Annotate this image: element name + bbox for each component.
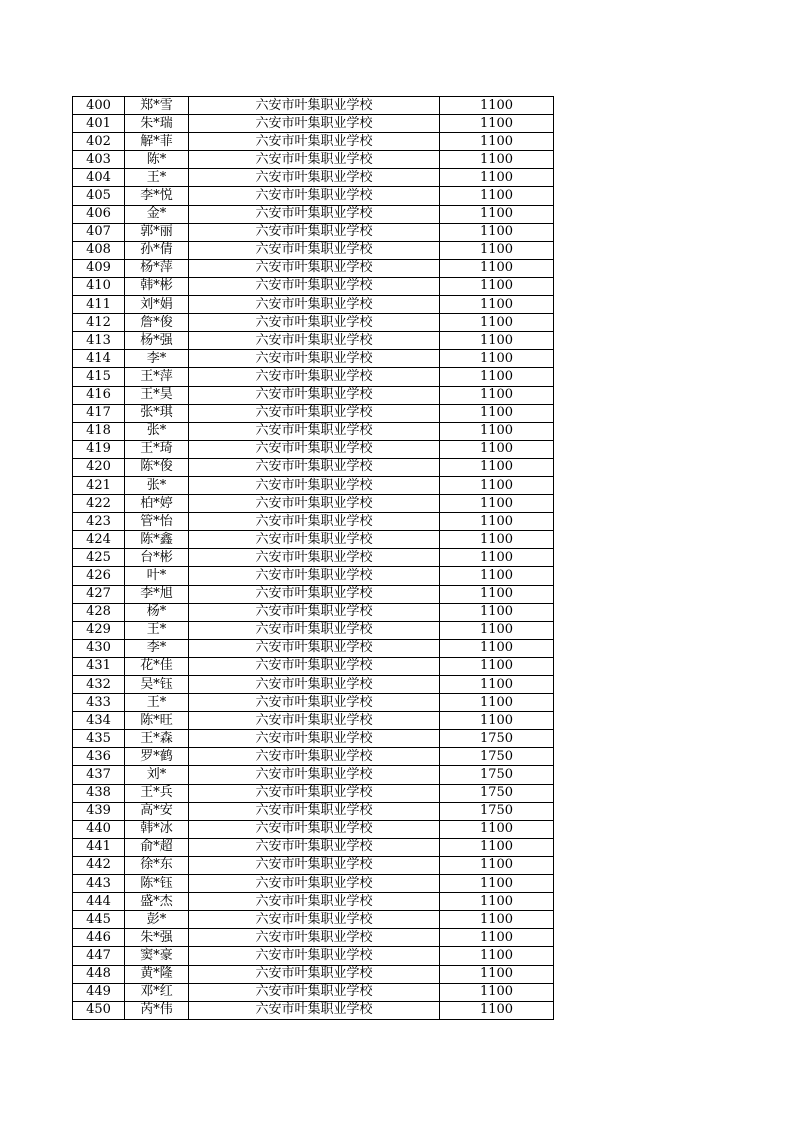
table-row [73,621,554,639]
student-name-cell: 徐*东 [125,856,189,874]
student-name-cell: 黄*隆 [125,965,189,983]
table-row [73,838,554,856]
amount-cell: 1100 [440,676,554,694]
table-row [73,259,554,277]
student-name-cell: 李* [125,350,189,368]
table-row [73,893,554,911]
table-row [73,386,554,404]
table-row [73,422,554,440]
table-row [73,187,554,205]
row-number-cell: 405 [73,187,125,205]
table-row [73,983,554,1001]
row-number-cell: 449 [73,983,125,1001]
school-name-cell: 六安市叶集职业学校 [189,169,440,187]
student-name-cell: 俞*超 [125,838,189,856]
row-number-cell: 442 [73,856,125,874]
row-number-cell: 400 [73,97,125,115]
student-name-cell: 詹*俊 [125,314,189,332]
student-name-cell: 王*森 [125,730,189,748]
school-name-cell: 六安市叶集职业学校 [189,694,440,712]
amount-cell: 1100 [440,983,554,1001]
student-name-cell: 朱*强 [125,929,189,947]
student-name-cell: 李* [125,639,189,657]
student-name-cell: 张* [125,422,189,440]
amount-cell: 1100 [440,947,554,965]
amount-cell: 1100 [440,893,554,911]
row-number-cell: 410 [73,277,125,295]
row-number-cell: 429 [73,621,125,639]
row-number-cell: 418 [73,422,125,440]
table-row [73,730,554,748]
school-name-cell: 六安市叶集职业学校 [189,712,440,730]
school-name-cell: 六安市叶集职业学校 [189,458,440,476]
school-name-cell: 六安市叶集职业学校 [189,241,440,259]
amount-cell: 1750 [440,784,554,802]
row-number-cell: 413 [73,332,125,350]
table-row [73,368,554,386]
school-name-cell: 六安市叶集职业学校 [189,350,440,368]
student-name-cell: 王* [125,694,189,712]
school-name-cell: 六安市叶集职业学校 [189,97,440,115]
row-number-cell: 447 [73,947,125,965]
student-name-cell: 花*佳 [125,657,189,675]
student-name-cell: 陈*俊 [125,458,189,476]
student-name-cell: 王* [125,621,189,639]
table-row [73,223,554,241]
amount-cell: 1100 [440,458,554,476]
amount-cell: 1100 [440,97,554,115]
school-name-cell: 六安市叶集职业学校 [189,657,440,675]
table-row [73,802,554,820]
school-name-cell: 六安市叶集职业学校 [189,223,440,241]
school-name-cell: 六安市叶集职业学校 [189,639,440,657]
amount-cell: 1100 [440,440,554,458]
amount-cell: 1100 [440,513,554,531]
row-number-cell: 403 [73,151,125,169]
row-number-cell: 428 [73,603,125,621]
student-name-cell: 张*琪 [125,404,189,422]
table-row [73,151,554,169]
student-name-cell: 李*旭 [125,585,189,603]
student-name-cell: 杨*强 [125,332,189,350]
amount-cell: 1100 [440,929,554,947]
school-name-cell: 六安市叶集职业学校 [189,115,440,133]
student-name-cell: 解*菲 [125,133,189,151]
amount-cell: 1100 [440,187,554,205]
student-name-cell: 窦*豪 [125,947,189,965]
school-name-cell: 六安市叶集职业学校 [189,422,440,440]
table-row [73,567,554,585]
school-name-cell: 六安市叶集职业学校 [189,766,440,784]
student-name-cell: 王* [125,169,189,187]
amount-cell: 1100 [440,241,554,259]
student-name-cell: 朱*瑞 [125,115,189,133]
amount-cell: 1100 [440,296,554,314]
table-row [73,97,554,115]
table-row [73,458,554,476]
student-name-cell: 陈*旺 [125,712,189,730]
school-name-cell: 六安市叶集职业学校 [189,476,440,494]
amount-cell: 1100 [440,386,554,404]
amount-cell: 1100 [440,911,554,929]
student-name-cell: 孙*倩 [125,241,189,259]
amount-cell: 1100 [440,549,554,567]
student-name-cell: 彭* [125,911,189,929]
row-number-cell: 414 [73,350,125,368]
table-row [73,929,554,947]
student-name-cell: 张* [125,476,189,494]
row-number-cell: 433 [73,694,125,712]
school-name-cell: 六安市叶集职业学校 [189,621,440,639]
amount-cell: 1750 [440,748,554,766]
row-number-cell: 422 [73,495,125,513]
school-name-cell: 六安市叶集职业学校 [189,947,440,965]
table-row [73,205,554,223]
school-name-cell: 六安市叶集职业学校 [189,585,440,603]
student-name-cell: 陈*钰 [125,875,189,893]
row-number-cell: 426 [73,567,125,585]
table-row [73,241,554,259]
amount-cell: 1100 [440,277,554,295]
row-number-cell: 416 [73,386,125,404]
table-row [73,585,554,603]
student-name-cell: 柏*婷 [125,495,189,513]
row-number-cell: 430 [73,639,125,657]
student-name-cell: 罗*鹤 [125,748,189,766]
row-number-cell: 425 [73,549,125,567]
amount-cell: 1100 [440,639,554,657]
table-row [73,133,554,151]
student-name-cell: 邓*红 [125,983,189,1001]
amount-cell: 1100 [440,621,554,639]
row-number-cell: 409 [73,259,125,277]
school-name-cell: 六安市叶集职业学校 [189,784,440,802]
table-row [73,549,554,567]
amount-cell: 1100 [440,223,554,241]
school-name-cell: 六安市叶集职业学校 [189,440,440,458]
row-number-cell: 437 [73,766,125,784]
school-name-cell: 六安市叶集职业学校 [189,603,440,621]
row-number-cell: 448 [73,965,125,983]
table-row [73,115,554,133]
student-name-cell: 刘*娟 [125,296,189,314]
school-name-cell: 六安市叶集职业学校 [189,296,440,314]
amount-cell: 1100 [440,314,554,332]
school-name-cell: 六安市叶集职业学校 [189,730,440,748]
row-number-cell: 450 [73,1001,125,1019]
school-name-cell: 六安市叶集职业学校 [189,893,440,911]
school-name-cell: 六安市叶集职业学校 [189,495,440,513]
amount-cell: 1100 [440,151,554,169]
school-name-cell: 六安市叶集职业学校 [189,856,440,874]
amount-cell: 1100 [440,205,554,223]
table-row [73,820,554,838]
amount-cell: 1100 [440,1001,554,1019]
amount-cell: 1100 [440,585,554,603]
table-row [73,513,554,531]
student-name-cell: 刘* [125,766,189,784]
school-name-cell: 六安市叶集职业学校 [189,205,440,223]
row-number-cell: 415 [73,368,125,386]
school-name-cell: 六安市叶集职业学校 [189,838,440,856]
school-name-cell: 六安市叶集职业学校 [189,332,440,350]
row-number-cell: 424 [73,531,125,549]
school-name-cell: 六安市叶集职业学校 [189,983,440,1001]
school-name-cell: 六安市叶集职业学校 [189,748,440,766]
school-name-cell: 六安市叶集职业学校 [189,314,440,332]
table-row [73,856,554,874]
student-name-cell: 管*怡 [125,513,189,531]
row-number-cell: 440 [73,820,125,838]
row-number-cell: 423 [73,513,125,531]
table-body [73,97,554,1020]
amount-cell: 1100 [440,712,554,730]
row-number-cell: 406 [73,205,125,223]
amount-cell: 1100 [440,169,554,187]
amount-cell: 1750 [440,766,554,784]
table-row [73,766,554,784]
student-name-cell: 叶* [125,567,189,585]
student-name-cell: 高*安 [125,802,189,820]
amount-cell: 1100 [440,856,554,874]
student-name-cell: 陈*鑫 [125,531,189,549]
row-number-cell: 435 [73,730,125,748]
row-number-cell: 419 [73,440,125,458]
student-name-cell: 王*兵 [125,784,189,802]
school-name-cell: 六安市叶集职业学校 [189,875,440,893]
row-number-cell: 438 [73,784,125,802]
school-name-cell: 六安市叶集职业学校 [189,965,440,983]
table-row [73,404,554,422]
amount-cell: 1100 [440,476,554,494]
student-name-cell: 郑*雪 [125,97,189,115]
school-name-cell: 六安市叶集职业学校 [189,531,440,549]
amount-cell: 1100 [440,404,554,422]
amount-cell: 1100 [440,368,554,386]
row-number-cell: 441 [73,838,125,856]
table-row [73,676,554,694]
school-name-cell: 六安市叶集职业学校 [189,151,440,169]
table-row [73,784,554,802]
student-name-cell: 陈* [125,151,189,169]
table-row [73,657,554,675]
school-name-cell: 六安市叶集职业学校 [189,404,440,422]
table-row [73,277,554,295]
student-name-cell: 芮*伟 [125,1001,189,1019]
student-name-cell: 金* [125,205,189,223]
student-name-cell: 王*琦 [125,440,189,458]
row-number-cell: 439 [73,802,125,820]
school-name-cell: 六安市叶集职业学校 [189,929,440,947]
table-row [73,875,554,893]
table-row [73,639,554,657]
amount-cell: 1100 [440,422,554,440]
student-list-table [72,96,554,1020]
table-row [73,947,554,965]
amount-cell: 1100 [440,875,554,893]
row-number-cell: 401 [73,115,125,133]
school-name-cell: 六安市叶集职业学校 [189,368,440,386]
amount-cell: 1100 [440,115,554,133]
row-number-cell: 412 [73,314,125,332]
student-name-cell: 杨*萍 [125,259,189,277]
table-row [73,332,554,350]
school-name-cell: 六安市叶集职业学校 [189,567,440,585]
school-name-cell: 六安市叶集职业学校 [189,386,440,404]
row-number-cell: 421 [73,476,125,494]
amount-cell: 1100 [440,531,554,549]
table-row [73,495,554,513]
student-name-cell: 郭*丽 [125,223,189,241]
amount-cell: 1100 [440,603,554,621]
amount-cell: 1750 [440,730,554,748]
school-name-cell: 六安市叶集职业学校 [189,820,440,838]
amount-cell: 1100 [440,965,554,983]
row-number-cell: 443 [73,875,125,893]
amount-cell: 1100 [440,350,554,368]
school-name-cell: 六安市叶集职业学校 [189,802,440,820]
amount-cell: 1100 [440,133,554,151]
row-number-cell: 427 [73,585,125,603]
row-number-cell: 434 [73,712,125,730]
table-row [73,314,554,332]
student-name-cell: 杨* [125,603,189,621]
school-name-cell: 六安市叶集职业学校 [189,549,440,567]
table-row [73,911,554,929]
table-row [73,748,554,766]
table-row [73,476,554,494]
row-number-cell: 411 [73,296,125,314]
row-number-cell: 420 [73,458,125,476]
table-row [73,350,554,368]
school-name-cell: 六安市叶集职业学校 [189,513,440,531]
row-number-cell: 431 [73,657,125,675]
amount-cell: 1100 [440,820,554,838]
row-number-cell: 432 [73,676,125,694]
school-name-cell: 六安市叶集职业学校 [189,911,440,929]
student-name-cell: 李*悦 [125,187,189,205]
amount-cell: 1100 [440,495,554,513]
row-number-cell: 407 [73,223,125,241]
student-name-cell: 韩*冰 [125,820,189,838]
table-row [73,531,554,549]
school-name-cell: 六安市叶集职业学校 [189,259,440,277]
row-number-cell: 404 [73,169,125,187]
amount-cell: 1100 [440,657,554,675]
school-name-cell: 六安市叶集职业学校 [189,277,440,295]
row-number-cell: 408 [73,241,125,259]
row-number-cell: 417 [73,404,125,422]
student-name-cell: 韩*彬 [125,277,189,295]
student-name-cell: 台*彬 [125,549,189,567]
school-name-cell: 六安市叶集职业学校 [189,133,440,151]
table-row [73,603,554,621]
student-name-cell: 吴*钰 [125,676,189,694]
row-number-cell: 402 [73,133,125,151]
table-row [73,1001,554,1019]
row-number-cell: 445 [73,911,125,929]
table-row [73,712,554,730]
student-name-cell: 盛*杰 [125,893,189,911]
amount-cell: 1100 [440,838,554,856]
amount-cell: 1100 [440,567,554,585]
row-number-cell: 444 [73,893,125,911]
table-row [73,440,554,458]
table-row [73,694,554,712]
table-row [73,296,554,314]
amount-cell: 1750 [440,802,554,820]
amount-cell: 1100 [440,259,554,277]
student-name-cell: 王*昊 [125,386,189,404]
row-number-cell: 436 [73,748,125,766]
student-name-cell: 王*萍 [125,368,189,386]
amount-cell: 1100 [440,694,554,712]
school-name-cell: 六安市叶集职业学校 [189,676,440,694]
table-row [73,965,554,983]
row-number-cell: 446 [73,929,125,947]
school-name-cell: 六安市叶集职业学校 [189,187,440,205]
amount-cell: 1100 [440,332,554,350]
table-row [73,169,554,187]
school-name-cell: 六安市叶集职业学校 [189,1001,440,1019]
